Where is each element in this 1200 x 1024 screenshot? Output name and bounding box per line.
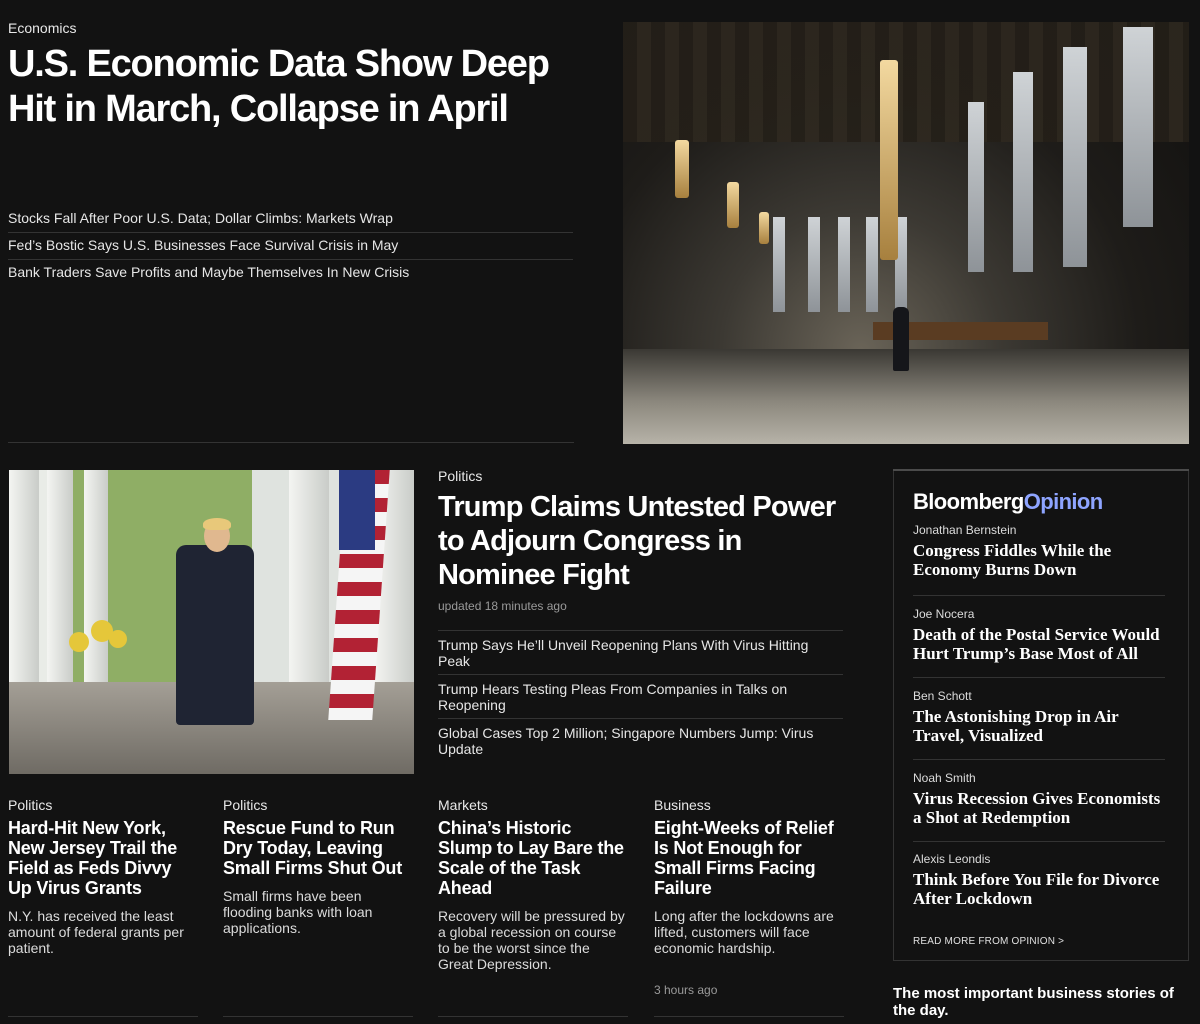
card-divider bbox=[654, 1016, 844, 1017]
opinion-headline[interactable]: Virus Recession Gives Economists a Shot at Redemption bbox=[913, 789, 1161, 827]
card-headline[interactable]: Eight-Weeks of Relief Is Not Enough for Small Firms Facing Failure bbox=[654, 818, 834, 898]
top-story-kicker[interactable]: Economics bbox=[8, 20, 77, 36]
logo-opinion: Opinion bbox=[1023, 489, 1103, 514]
top-story-image[interactable] bbox=[623, 22, 1189, 444]
opinion-item[interactable] bbox=[913, 607, 1165, 678]
bloomberg-opinion-logo[interactable] bbox=[913, 489, 1103, 515]
card-timestamp: 3 hours ago bbox=[654, 983, 718, 997]
politics-story-headline[interactable]: Trump Claims Untested Power to Adjourn Congress in Nominee Fight bbox=[438, 491, 836, 591]
story-card[interactable] bbox=[223, 797, 413, 936]
card-summary: Small firms have been flooding banks with loan applications. bbox=[223, 888, 373, 936]
opinion-headline[interactable]: Death of the Postal Service Would Hurt Trump’s Base Most of All bbox=[913, 625, 1160, 663]
related-link[interactable]: Trump Hears Testing Pleas From Companies in Talks on Reopening bbox=[438, 674, 843, 718]
story-card[interactable] bbox=[654, 797, 844, 956]
opinion-author[interactable]: Noah Smith bbox=[913, 771, 976, 785]
opinion-author[interactable]: Alexis Leondis bbox=[913, 852, 991, 866]
card-kicker[interactable]: Politics bbox=[8, 797, 53, 813]
opinion-headline[interactable]: Think Before You File for Divorce After Lockdown bbox=[913, 870, 1160, 908]
opinion-headline[interactable]: The Astonishing Drop in Air Travel, Visualized bbox=[913, 707, 1119, 745]
related-link[interactable]: Fed’s Bostic Says U.S. Businesses Face Survival Crisis in May bbox=[8, 232, 573, 259]
read-more-opinion-link[interactable]: READ MORE FROM OPINION > bbox=[913, 936, 1065, 947]
card-divider bbox=[438, 1016, 628, 1017]
related-link[interactable]: Bank Traders Save Profits and Maybe Themselves In New Crisis bbox=[8, 259, 573, 286]
politics-related-list bbox=[438, 630, 843, 762]
opinion-author[interactable]: Joe Nocera bbox=[913, 607, 975, 621]
related-link[interactable]: Global Cases Top 2 Million; Singapore Numbers Jump: Virus Update bbox=[438, 718, 843, 762]
card-summary: Recovery will be pressured by a global recession on course to be the worst since the Great Depression. bbox=[438, 908, 625, 972]
card-summary: N.Y. has received the least amount of federal grants per patient. bbox=[8, 908, 184, 956]
opinion-author[interactable]: Jonathan Bernstein bbox=[913, 523, 1017, 537]
opinion-item[interactable] bbox=[913, 852, 1165, 922]
card-kicker[interactable]: Markets bbox=[438, 797, 488, 813]
card-kicker[interactable]: Business bbox=[654, 797, 711, 813]
logo-bloomberg: Bloomberg bbox=[913, 489, 1024, 514]
card-headline[interactable]: Rescue Fund to Run Dry Today, Leaving Small Firms Shut Out bbox=[223, 818, 403, 878]
card-headline[interactable]: Hard-Hit New York, New Jersey Trail the Field as Feds Divvy Up Virus Grants bbox=[8, 818, 178, 898]
card-divider bbox=[8, 1016, 198, 1017]
related-link[interactable]: Stocks Fall After Poor U.S. Data; Dollar Climbs: Markets Wrap bbox=[8, 210, 393, 226]
section-divider bbox=[8, 442, 574, 443]
top-story-related-list bbox=[8, 206, 573, 286]
story-card[interactable] bbox=[438, 797, 628, 972]
opinion-headline[interactable]: Congress Fiddles While the Economy Burns Down bbox=[913, 541, 1112, 579]
card-divider bbox=[223, 1016, 413, 1017]
opinion-author[interactable]: Ben Schott bbox=[913, 689, 972, 703]
politics-story-kicker[interactable]: Politics bbox=[438, 468, 483, 484]
top-story-headline[interactable]: U.S. Economic Data Show Deep Hit in March, Collapse in April bbox=[8, 43, 549, 130]
opinion-panel bbox=[893, 469, 1189, 961]
card-kicker[interactable]: Politics bbox=[223, 797, 268, 813]
opinion-item[interactable] bbox=[913, 771, 1165, 842]
politics-story-image[interactable] bbox=[9, 470, 414, 774]
opinion-item[interactable] bbox=[913, 523, 1165, 596]
card-headline[interactable]: China’s Historic Slump to Lay Bare the Scale of the Task Ahead bbox=[438, 818, 624, 898]
story-card[interactable] bbox=[8, 797, 198, 956]
newsletter-tagline: The most important business stories of the day. bbox=[893, 985, 1174, 1019]
opinion-item[interactable] bbox=[913, 689, 1165, 760]
card-summary: Long after the lockdowns are lifted, customers will face economic hardship. bbox=[654, 908, 834, 956]
updated-timestamp: updated 18 minutes ago bbox=[438, 599, 567, 613]
related-link[interactable]: Trump Says He’ll Unveil Reopening Plans With Virus Hitting Peak bbox=[438, 630, 843, 674]
